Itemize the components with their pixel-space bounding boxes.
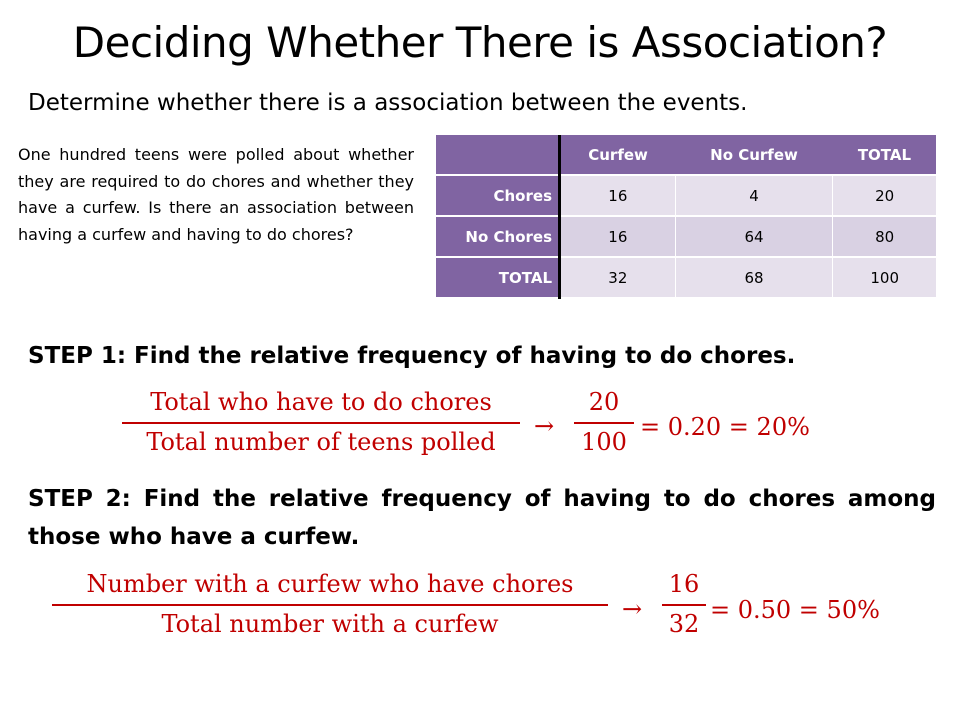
step-2-value-denominator: 32: [668, 610, 700, 638]
column-header-curfew: Curfew: [560, 135, 676, 175]
step-2-result: = 0.50 = 50%: [710, 596, 880, 624]
cell-chores-curfew: 16: [560, 175, 676, 216]
step-2-number-fraction: [662, 570, 706, 638]
cell-total-total: 100: [833, 257, 936, 298]
step-2-equation: [0, 570, 960, 650]
fraction-bar: [122, 422, 520, 424]
cell-chores-total: 20: [833, 175, 936, 216]
step-1-equation: [0, 388, 960, 468]
step-2-heading: STEP 2: Find the relative frequency of having to do chores among those who have a curfew.: [28, 486, 936, 550]
cell-no-chores-total: 80: [833, 216, 936, 257]
row-header-chores: Chores: [436, 175, 560, 216]
cell-total-no-curfew: 68: [675, 257, 833, 298]
step-2-numerator: Number with a curfew who have chores: [86, 570, 574, 598]
row-header-no-chores: No Chores: [436, 216, 560, 257]
step-2-denominator: Total number with a curfew: [161, 610, 499, 638]
step-2-value-numerator: 16: [668, 570, 700, 598]
cell-no-chores-curfew: 16: [560, 216, 676, 257]
step-1-denominator: Total number of teens polled: [146, 428, 496, 456]
step-1-result: = 0.20 = 20%: [640, 413, 810, 441]
step-1-heading: STEP 1: Find the relative frequency of having to do chores.: [28, 343, 796, 369]
problem-statement: One hundred teens were polled about whether they are required to do chores and whether they have a curfew. Is there an association between having a curfew and having to do chores?: [18, 145, 414, 244]
table-row-no-chores: [436, 216, 936, 257]
two-way-frequency-table: [436, 135, 936, 299]
step-1-value-numerator: 20: [588, 388, 620, 416]
fraction-bar: [574, 422, 634, 424]
step-1-number-fraction: [574, 388, 634, 456]
fraction-bar: [52, 604, 608, 606]
step-2-word-fraction: [52, 570, 608, 638]
column-header-no-curfew: No Curfew: [675, 135, 833, 175]
step-2-arrow: →: [622, 595, 643, 623]
table-row-total: [436, 257, 936, 298]
table-row-chores: [436, 175, 936, 216]
cell-total-curfew: 32: [560, 257, 676, 298]
table-header-row: [436, 135, 936, 175]
cell-no-chores-no-curfew: 64: [675, 216, 833, 257]
step-1-word-fraction: [122, 388, 520, 456]
table-corner-cell: [436, 135, 560, 175]
step-1-value-denominator: 100: [581, 428, 627, 456]
step-1-arrow: →: [534, 412, 555, 440]
slide-title: Deciding Whether There is Association?: [72, 18, 888, 67]
cell-chores-no-curfew: 4: [675, 175, 833, 216]
fraction-bar: [662, 604, 706, 606]
row-header-total: TOTAL: [436, 257, 560, 298]
slide-subtitle: Determine whether there is a association between the events.: [28, 90, 748, 116]
column-header-total: TOTAL: [833, 135, 936, 175]
step-1-numerator: Total who have to do chores: [150, 388, 492, 416]
